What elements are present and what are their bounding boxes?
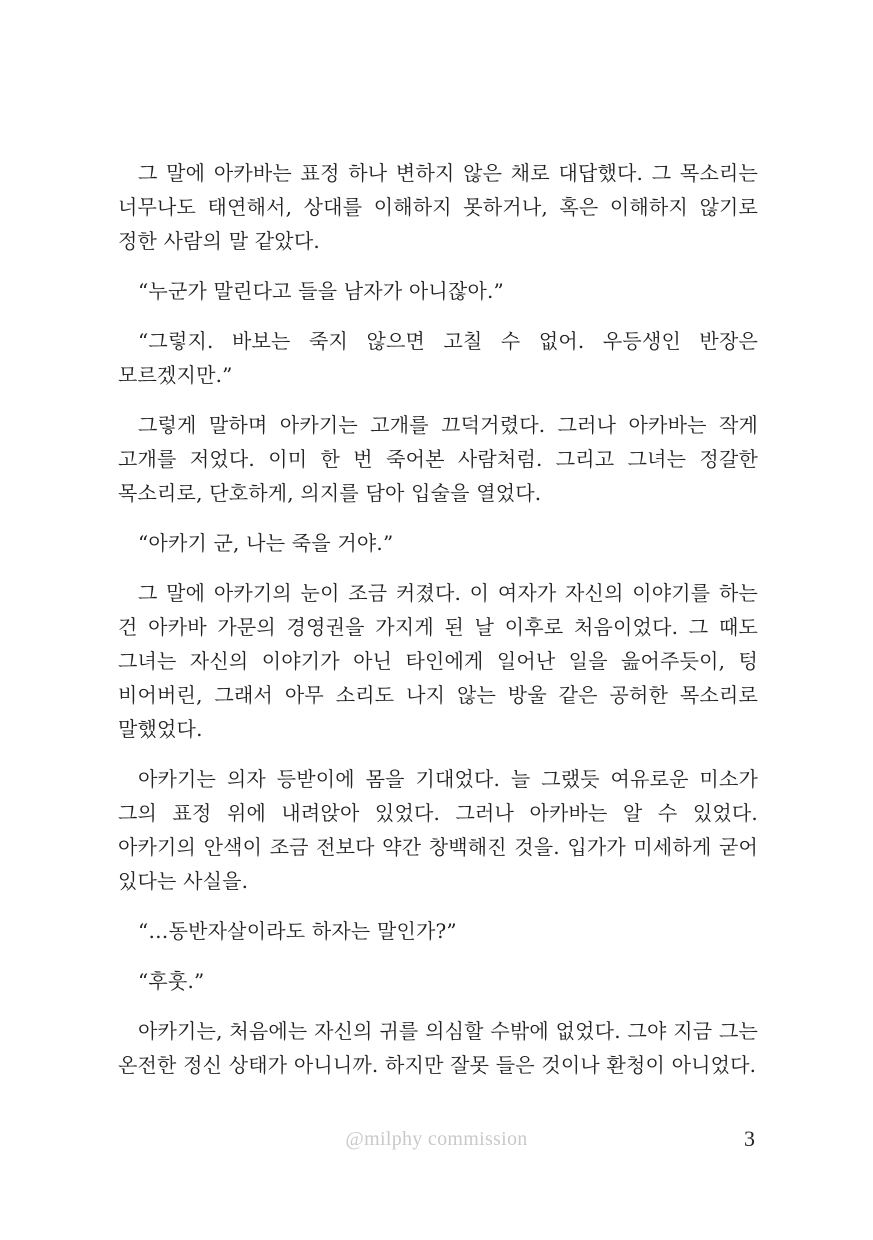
body-text <box>118 156 758 1098</box>
page-number: 3 <box>744 1126 755 1151</box>
narration-paragraph: 그 말에 아카바는 표정 하나 변하지 않은 채로 대답했다. 그 목소리는 너무나도 태연해서, 상대를 이해하지 못하거나, 혹은 이해하지 않기로 정한 사람의 말 같았다. <box>118 161 758 253</box>
narration-paragraph: 아카기는, 처음에는 자신의 귀를 의심할 수밖에 없었다. 그야 지금 그는 온전한 정신 상태가 아니니까. 하지만 잘못 들은 것이나 환청이 아니었다. <box>118 1019 758 1077</box>
dialogue-line: “누군가 말린다고 들을 남자가 아니잖아.” <box>138 279 504 303</box>
dialogue-line: “후훗.” <box>138 969 205 993</box>
narration-paragraph: 그 말에 아카기의 눈이 조금 커졌다. 이 여자가 자신의 이야기를 하는 건 아카바 가문의 경영권을 가지게 된 날 이후로 처음이었다. 그 때도 그녀는 자신의 이야기가 아닌 타인에게 일어난 일을 읊어주듯이, 텅 비어버린, 그래서 아무 소리도 나지 않는 방울 같은 공허한 목소리로 말했었다. <box>118 581 758 741</box>
narration-paragraph: 아카기는 의자 등받이에 몸을 기대었다. 늘 그랬듯 여유로운 미소가 그의 표정 위에 내려앉아 있었다. 그러나 아카바는 알 수 있었다. 아카기의 안색이 조금 전보다 약간 창백해진 것을. 입가가 미세하게 굳어 있다는 사실을. <box>118 767 758 893</box>
narration-paragraph: 그렇게 말하며 아카기는 고개를 끄덕거렸다. 그러나 아카바는 작게 고개를 저었다. 이미 한 번 죽어본 사람처럼. 그리고 그녀는 정갈한 목소리로, 단호하게, 의지를 담아 입술을 열었다. <box>118 413 758 505</box>
watermark-credit: @milphy commission <box>345 1128 528 1150</box>
dialogue-line: “아카기 군, 나는 죽을 거야.” <box>138 531 394 555</box>
dialogue-line: “…동반자살이라도 하자는 말인가?” <box>138 919 457 943</box>
dialogue-line: “그렇지. 바보는 죽지 않으면 고칠 수 없어. 우등생인 반장은 모르겠지만.” <box>118 329 758 387</box>
